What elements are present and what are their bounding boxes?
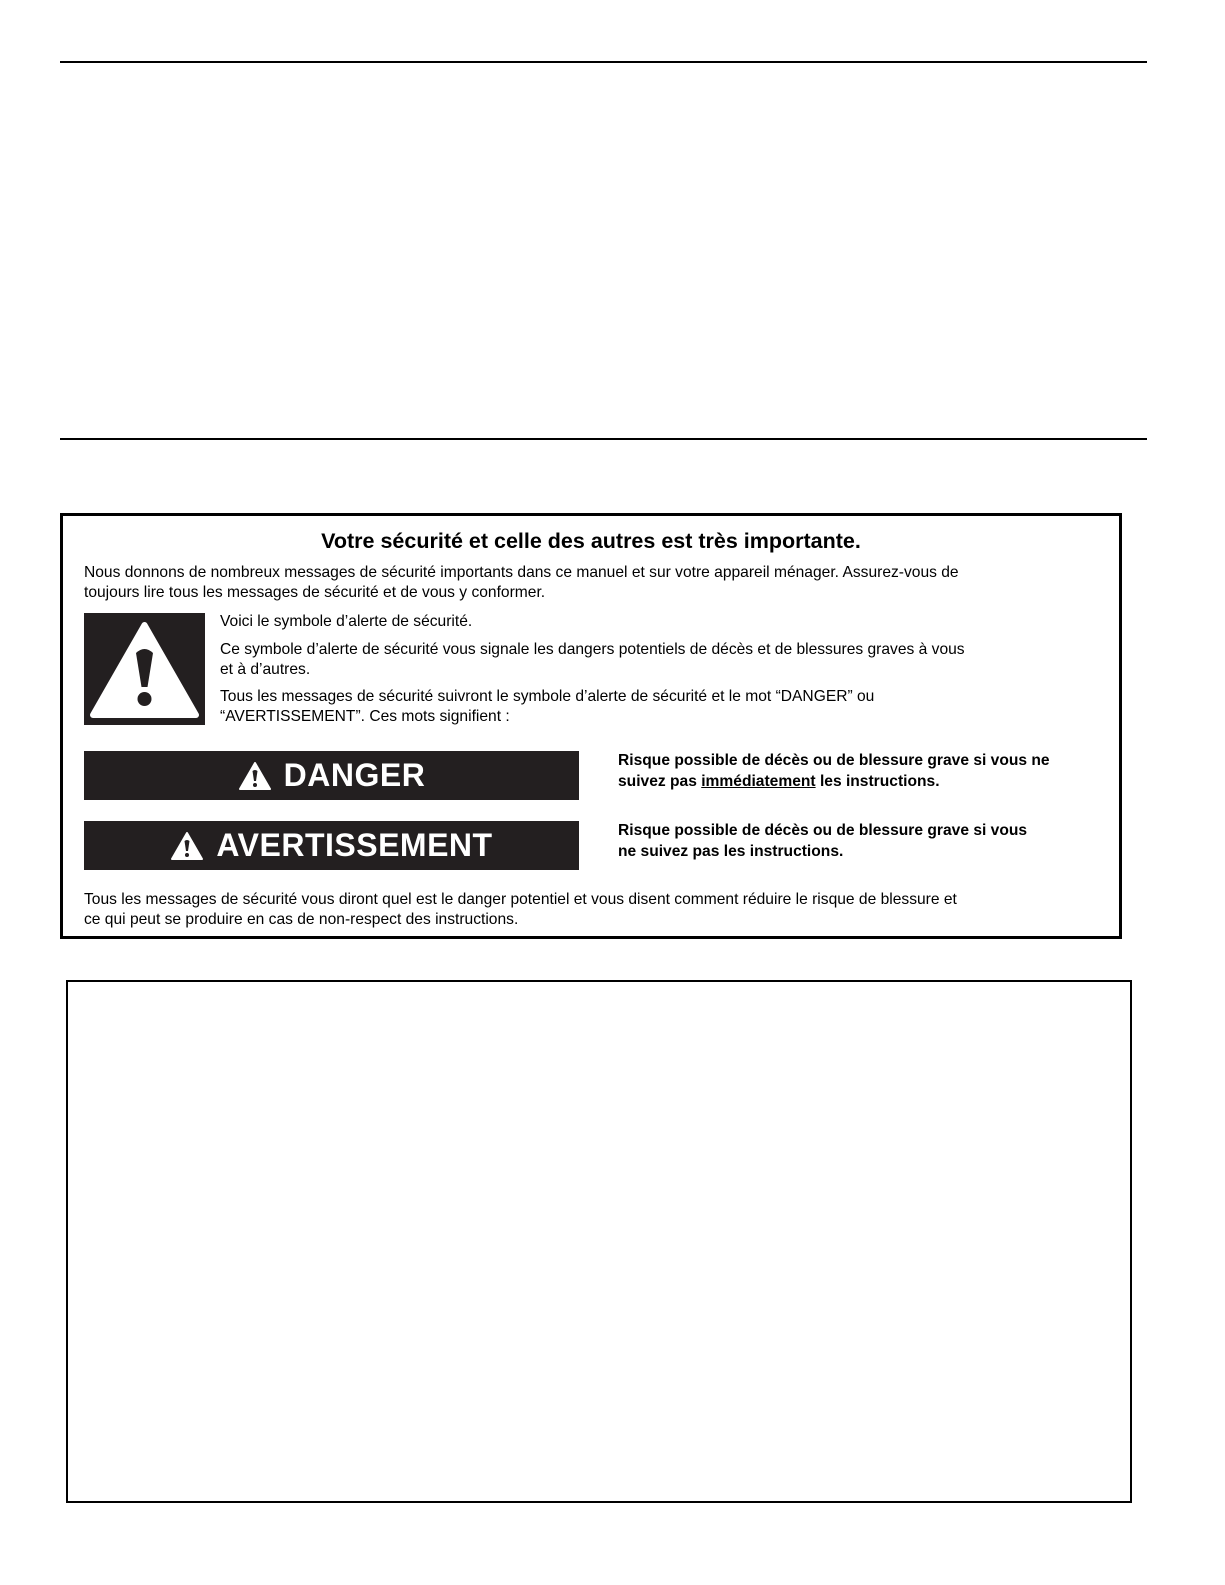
warning-triangle-icon [170, 831, 204, 861]
danger-desc-line-1: Risque possible de décès ou de blessure grave si vous ne [618, 752, 1050, 769]
danger-description [618, 751, 1050, 792]
intro-line-1: Nous donnons de nombreux messages de sécurité importants dans ce manuel et sur votre appareil ménager. Assurez-vous de [84, 564, 959, 581]
safety-alert-icon [84, 613, 205, 725]
intro-line-2: toujours lire tous les messages de sécurité et de vous y conformer. [84, 584, 546, 601]
middle-rule [60, 438, 1147, 440]
danger-desc-post: les instructions. [815, 772, 940, 790]
footer-line-2: ce qui peut se produire en cas de non-respect des instructions. [84, 911, 519, 928]
messages-line-1: Tous les messages de sécurité suivront le symbole d’alerte de sécurité et le mot “DANGER” ou [220, 688, 875, 705]
symbol-desc-line-1: Ce symbole d’alerte de sécurité vous signale les dangers potentiels de décès et de blessures graves à vous [220, 641, 965, 658]
messages-line-2: “AVERTISSEMENT”. Ces mots signifient : [220, 708, 510, 725]
symbol-line: Voici le symbole d’alerte de sécurité. [220, 613, 473, 630]
safety-title: Votre sécurité et celle des autres est très importante. [321, 529, 861, 553]
footer-text [84, 890, 957, 930]
danger-desc-emphasis: immédiatement [701, 772, 816, 790]
danger-banner [84, 751, 579, 800]
danger-label: DANGER [283, 757, 426, 793]
top-rule [60, 61, 1147, 63]
empty-content-box [66, 980, 1132, 1503]
footer-line-1: Tous les messages de sécurité vous diront quel est le danger potentiel et vous disent comment réduire le risque de blessure et [84, 891, 957, 908]
warning-triangle-icon [238, 761, 272, 791]
safety-notice-box [60, 513, 1122, 939]
symbol-desc-text [220, 640, 965, 680]
warning-desc-line-2: ne suivez pas les instructions. [618, 842, 844, 860]
warning-label: AVERTISSEMENT [216, 827, 493, 863]
danger-desc-pre: suivez pas [618, 772, 702, 790]
warning-desc-line-1: Risque possible de décès ou de blessure grave si vous [618, 822, 1028, 839]
intro-text [84, 563, 959, 603]
symbol-text [220, 612, 472, 632]
warning-description [618, 821, 1027, 862]
symbol-desc-line-2: et à d’autres. [220, 661, 311, 678]
warning-banner [84, 821, 579, 870]
messages-text [220, 687, 874, 727]
